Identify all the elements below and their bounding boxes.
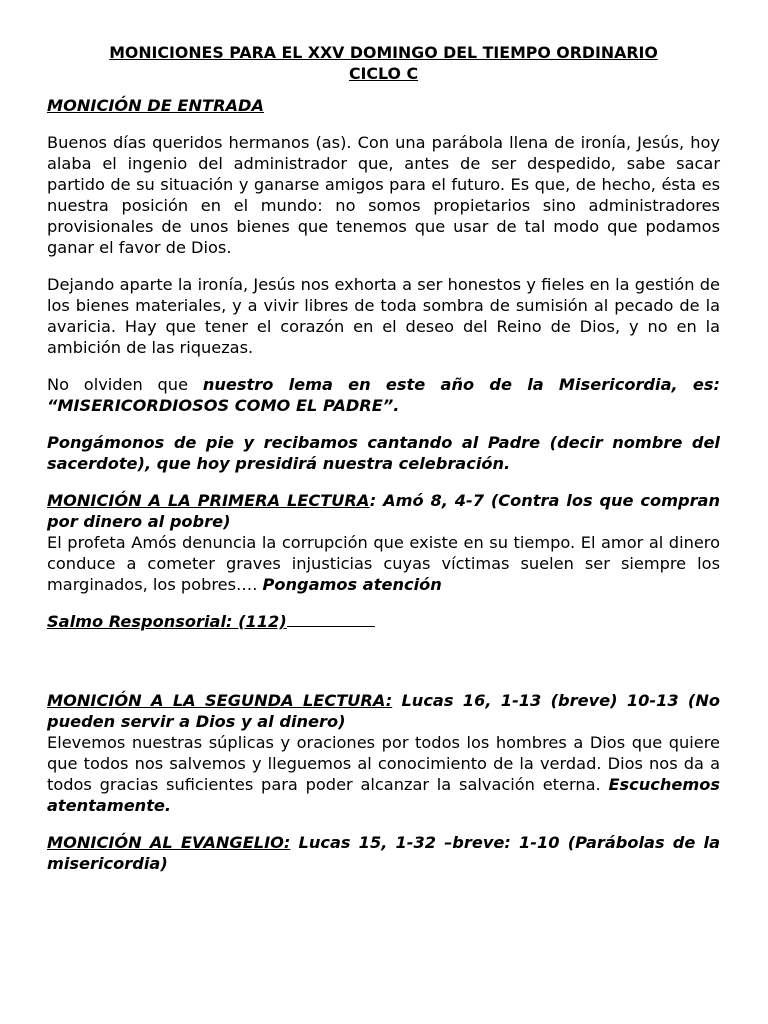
title-line-1: MONICIONES PARA EL XXV DOMINGO DEL TIEMPO ORDINARIO bbox=[109, 43, 658, 62]
section-evangelio bbox=[47, 832, 720, 874]
segunda-heading-label: MONICIÓN A LA SEGUNDA LECTURA: bbox=[47, 691, 393, 710]
entrada-p3-plain: No olviden que bbox=[47, 375, 203, 394]
document-page bbox=[47, 42, 720, 890]
title-line-2: CICLO C bbox=[348, 64, 419, 83]
primera-heading-label: MONICIÓN A LA PRIMERA LECTURA bbox=[47, 491, 370, 510]
salmo-responsorial bbox=[47, 611, 720, 632]
section-segunda-lectura bbox=[47, 690, 720, 816]
section-primera-lectura bbox=[47, 490, 720, 595]
segunda-body-emphasis: Escuchemos atentamente. bbox=[47, 775, 720, 815]
primera-lectura-body bbox=[47, 532, 720, 595]
primera-body-emphasis: Pongamos atención bbox=[262, 575, 442, 594]
section-entrada bbox=[47, 95, 720, 474]
primera-heading-rest: : Amó 8, 4-7 (Contra los que compran por dinero al pobre) bbox=[47, 491, 720, 531]
entrada-paragraph-4: Pongámonos de pie y recibamos cantando al Padre (decir nombre del sacerdote), que hoy presidirá nuestra celebración. bbox=[47, 433, 720, 473]
segunda-body-text: Elevemos nuestras súplicas y oraciones por todos los hombres a Dios que quiere que todos nos salvemos y lleguemos al conocimiento de la verdad. Dios nos da a todos gracias suficientes para poder alcanzar la salvación eterna. bbox=[47, 733, 720, 794]
evangelio-heading-label: MONICIÓN AL EVANGELIO: bbox=[47, 833, 291, 852]
spacer bbox=[47, 632, 720, 690]
entrada-paragraph-1: Buenos días queridos hermanos (as). Con una parábola llena de ironía, Jesús, hoy alaba el ingenio del administrador que, antes de ser despedido, sabe sacar partido de su situación y ganarse amigos para el futuro. Es que, de hecho, ésta es nuestra posición en el mundo: no somos propietarios sino administradores provisionales de unos bienes que tenemos que usar de tal modo que podamos ganar el favor de Dios. bbox=[47, 133, 720, 257]
primera-body-text: El profeta Amós denuncia la corrupción que existe en su tiempo. El amor al dinero conduce a cometer graves injusticias cuyas víctimas suelen ser siempre los marginados, los pobres…. bbox=[47, 533, 720, 594]
primera-lectura-heading bbox=[47, 490, 720, 532]
segunda-lectura-heading bbox=[47, 690, 720, 732]
evangelio-heading bbox=[47, 832, 720, 874]
evangelio-heading-rest: Lucas 15, 1-32 –breve: 1-10 (Parábolas de la misericordia) bbox=[47, 833, 720, 873]
document-title bbox=[47, 42, 720, 84]
segunda-lectura-body bbox=[47, 732, 720, 816]
entrada-p3-emphasis: nuestro lema en este año de la Misericordia, es: “MISERICORDIOSOS COMO EL PADRE”. bbox=[47, 375, 720, 415]
entrada-heading: MONICIÓN DE ENTRADA bbox=[47, 96, 265, 115]
segunda-heading-rest: Lucas 16, 1-13 (breve) 10-13 (No pueden servir a Dios y al dinero) bbox=[47, 691, 720, 731]
salmo-label: Salmo Responsorial: (112) bbox=[47, 612, 287, 631]
salmo-blank-line bbox=[287, 612, 375, 627]
entrada-paragraph-3 bbox=[47, 374, 720, 416]
entrada-paragraph-2: Dejando aparte la ironía, Jesús nos exhorta a ser honestos y fieles en la gestión de los bienes materiales, y a vivir libres de toda sombra de sumisión al pecado de la avaricia. Hay que tener el corazón en el deseo del Reino de Dios, y no en la ambición de las riquezas. bbox=[47, 275, 720, 357]
